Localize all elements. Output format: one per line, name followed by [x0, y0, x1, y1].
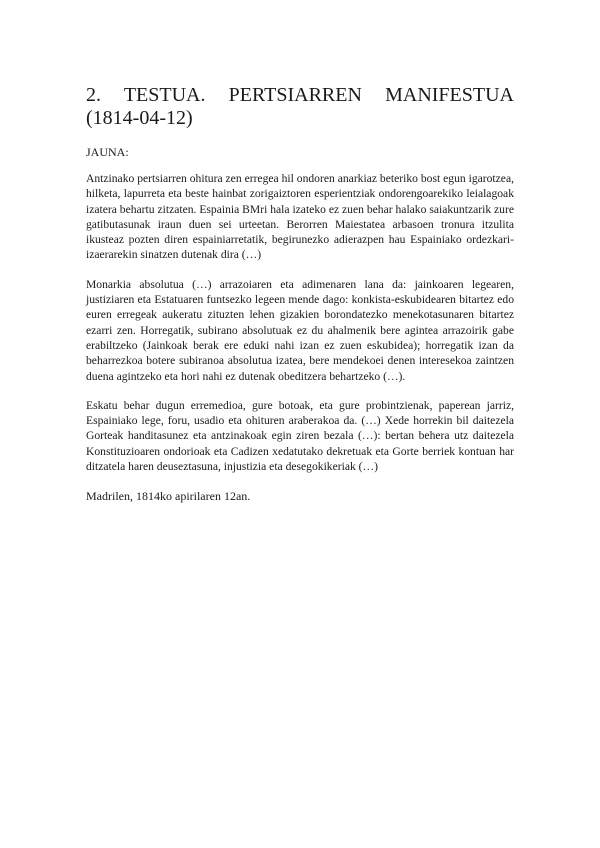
document-page	[86, 84, 514, 504]
closing-date: Madrilen, 1814ko apirilaren 12an.	[86, 489, 251, 504]
title-line-2: (1814-04-12)	[86, 107, 193, 129]
paragraph-2: Monarkia absolutua (…) arrazoiaren eta adimenaren lana da: jainkoaren legearen, justiziaren eta Estatuaren funtsezko legeen mende dago: konkista-eskubidearen bitartez edo euren erregeak aukeratu zituzten lehen gizakien borondatezko menekotasunaren bitartez ezarri zen. Horregatik, subirano absolutuak ez du ahalmenik bere agintea arrazoirik gabe erabiltzeko (Jainkoak berak ere eduki nahi izan ez zuen eskubidea); horregatik izan da beharrezkoa botere subiranoa absolutua izatea, bere mendekoei denen interesekoa zaintzen duena agintzeko eta hori nahi ez dutenak obeditzera behartzeko (…).	[86, 277, 514, 383]
document-title	[86, 84, 514, 130]
paragraph-3: Eskatu behar dugun erremedioa, gure botoak, eta gure probintzienak, paperean jarriz, Espainiako lege, foru, usadio eta ohituren araberakoa da. (…) Xede horrekin bil daitezela Gorteak handitasunez eta antzinakoak egin ziren bezala (…): bertan behera utz daitezela Konstituzioaren ondorioak eta Cadizen xedatutako dekretuak eta Gorte berriek kontuan har ditzatela haren deuseztasuna, injustizia eta desegokikeriak (…)	[86, 398, 514, 474]
salutation: JAUNA:	[86, 145, 129, 159]
title-line-1: 2. TESTUA. PERTSIARREN MANIFESTUA	[86, 84, 514, 106]
paragraph-1: Antzinako pertsiarren ohitura zen erregea hil ondoren anarkiaz beteriko bost egun igarotzea, hilketa, lapurreta eta beste hainbat zorigaiztoren esperientziak ondorengoarekiko leialagoak izatera behartu zitzaten. Espainia BMri hala izateko ez zuen behar halako saiakuntzarik zure gatibutasunak iraun duen sei urteetan. Berorren Maiestatea arbasoen tronura itzulita ikusteaz pozten diren espainiarretatik, begirunezko adierazpen hau Espainiako ordezkari-izaerarekin sinatzen dutenak dira (…)	[86, 172, 514, 262]
